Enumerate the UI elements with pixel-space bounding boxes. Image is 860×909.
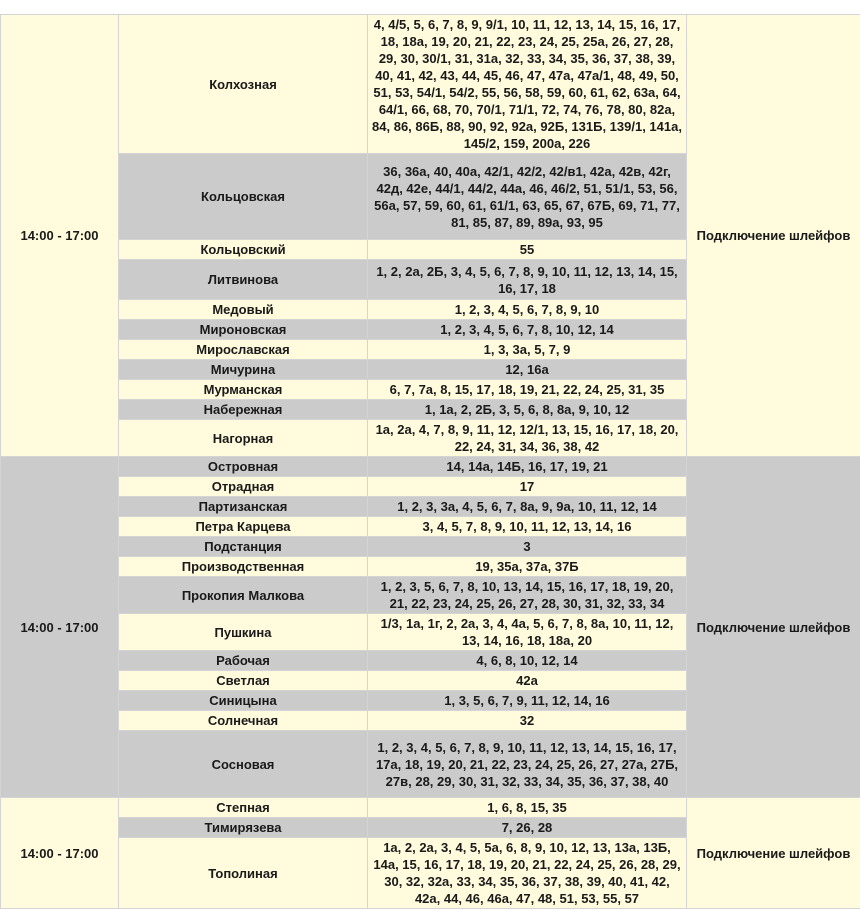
street-name-cell: Тимирязева — [119, 818, 368, 838]
house-numbers-cell: 42а — [368, 671, 687, 691]
house-numbers-cell: 1, 6, 8, 15, 35 — [368, 798, 687, 818]
house-numbers-cell: 4, 4/5, 5, 6, 7, 8, 9, 9/1, 10, 11, 12, 13, 14, 15, 16, 17, 18, 18а, 19, 20, 21, 22, 23, 24, 25, 25а, 26, 27, 28, 29, 30, 30/1, 31, 31а, 32, 33, 34, 35, 36, 37, 38, 39, 40, 41, 42, 43, 44, 45, 46, 47, 47а, 47а/1, 48, 49, 50, 51, 53, 54/1, 54/2, 55, 56, 58, 59, 60, 61, 62, 63а, 64, 64/1, 66, 68, 70, 70/1, 71/1, 72, 74, 76, 78, 80, 82а, 84, 86, 86Б, 88, 90, 92, 92а, 92Б, 131Б, 139/1, 141а, 145/2, 159, 200а, 226 — [368, 15, 687, 154]
street-name-cell: Литвинова — [119, 260, 368, 300]
house-numbers-cell: 1, 2, 3, 4, 5, 6, 7, 8, 10, 12, 14 — [368, 320, 687, 340]
street-name-cell: Прокопия Малкова — [119, 577, 368, 614]
table-row — [1, 798, 860, 818]
street-name-cell: Сосновая — [119, 731, 368, 798]
house-numbers-cell: 1, 2, 3, 4, 5, 6, 7, 8, 9, 10, 11, 12, 13, 14, 15, 16, 17, 17а, 18, 19, 20, 21, 22, 23, 24, 25, 26, 27, 27а, 27Б, 27в, 28, 29, 30, 31, 32, 33, 34, 35, 36, 37, 38, 40 — [368, 731, 687, 798]
street-name-cell: Кольцовская — [119, 154, 368, 240]
street-name-cell: Кольцовский — [119, 240, 368, 260]
street-name-cell: Мирославская — [119, 340, 368, 360]
street-name-cell: Светлая — [119, 671, 368, 691]
house-numbers-cell: 1, 2, 3, 4, 5, 6, 7, 8, 9, 10 — [368, 300, 687, 320]
house-numbers-cell: 12, 16а — [368, 360, 687, 380]
street-name-cell: Нагорная — [119, 420, 368, 457]
house-numbers-cell: 1, 3, 3а, 5, 7, 9 — [368, 340, 687, 360]
street-name-cell: Отрадная — [119, 477, 368, 497]
house-numbers-cell: 6, 7, 7а, 8, 15, 17, 18, 19, 21, 22, 24, 25, 31, 35 — [368, 380, 687, 400]
outage-schedule-table — [0, 14, 860, 909]
schedule-body — [1, 15, 860, 909]
street-name-cell: Набережная — [119, 400, 368, 420]
street-name-cell: Колхозная — [119, 15, 368, 154]
house-numbers-cell: 1а, 2, 2а, 3, 4, 5, 5а, 6, 8, 9, 10, 12, 13, 13а, 13Б, 14а, 15, 16, 17, 18, 19, 20, 21, 22, 24, 25, 26, 28, 29, 30, 32, 32а, 33, 34, 35, 36, 37, 38, 39, 40, 41, 42, 42а, 44, 46, 46а, 47, 48, 51, 53, 55, 57 — [368, 838, 687, 909]
work-type-cell: Подключение шлейфов — [687, 15, 860, 457]
street-name-cell: Мичурина — [119, 360, 368, 380]
street-name-cell: Пушкина — [119, 614, 368, 651]
street-name-cell: Медовый — [119, 300, 368, 320]
house-numbers-cell: 1, 2, 3, 3а, 4, 5, 6, 7, 8а, 9, 9а, 10, 11, 12, 14 — [368, 497, 687, 517]
house-numbers-cell: 1, 1а, 2, 2Б, 3, 5, 6, 8, 8а, 9, 10, 12 — [368, 400, 687, 420]
house-numbers-cell: 36, 36а, 40, 40а, 42/1, 42/2, 42/в1, 42а, 42в, 42г, 42д, 42е, 44/1, 44/2, 44а, 46, 46/2, 51, 51/1, 53, 56, 56а, 57, 59, 60, 61, 61/1, 63, 65, 67, 67Б, 69, 71, 77, 81, 85, 87, 89, 89а, 93, 95 — [368, 154, 687, 240]
table-row — [1, 15, 860, 154]
house-numbers-cell: 1, 2, 2а, 2Б, 3, 4, 5, 6, 7, 8, 9, 10, 11, 12, 13, 14, 15, 16, 17, 18 — [368, 260, 687, 300]
house-numbers-cell: 3 — [368, 537, 687, 557]
street-name-cell: Производственная — [119, 557, 368, 577]
house-numbers-cell: 1/3, 1а, 1г, 2, 2а, 3, 4, 4а, 5, 6, 7, 8, 8а, 10, 11, 12, 13, 14, 16, 18, 18а, 20 — [368, 614, 687, 651]
street-name-cell: Синицына — [119, 691, 368, 711]
house-numbers-cell: 17 — [368, 477, 687, 497]
street-name-cell: Партизанская — [119, 497, 368, 517]
street-name-cell: Петра Карцева — [119, 517, 368, 537]
house-numbers-cell: 7, 26, 28 — [368, 818, 687, 838]
street-name-cell: Тополиная — [119, 838, 368, 909]
house-numbers-cell: 1а, 2а, 4, 7, 8, 9, 11, 12, 12/1, 13, 15, 16, 17, 18, 20, 22, 24, 31, 34, 36, 38, 42 — [368, 420, 687, 457]
house-numbers-cell: 1, 3, 5, 6, 7, 9, 11, 12, 14, 16 — [368, 691, 687, 711]
house-numbers-cell: 1, 2, 3, 5, 6, 7, 8, 10, 13, 14, 15, 16, 17, 18, 19, 20, 21, 22, 23, 24, 25, 26, 27, 28, 30, 31, 32, 33, 34 — [368, 577, 687, 614]
house-numbers-cell: 14, 14а, 14Б, 16, 17, 19, 21 — [368, 457, 687, 477]
time-window-cell: 14:00 - 17:00 — [1, 457, 119, 798]
house-numbers-cell: 4, 6, 8, 10, 12, 14 — [368, 651, 687, 671]
time-window-cell: 14:00 - 17:00 — [1, 15, 119, 457]
house-numbers-cell: 55 — [368, 240, 687, 260]
work-type-cell: Подключение шлейфов — [687, 457, 860, 798]
house-numbers-cell: 3, 4, 5, 7, 8, 9, 10, 11, 12, 13, 14, 16 — [368, 517, 687, 537]
street-name-cell: Островная — [119, 457, 368, 477]
table-row — [1, 457, 860, 477]
street-name-cell: Мироновская — [119, 320, 368, 340]
house-numbers-cell: 19, 35а, 37а, 37Б — [368, 557, 687, 577]
street-name-cell: Подстанция — [119, 537, 368, 557]
house-numbers-cell: 32 — [368, 711, 687, 731]
street-name-cell: Мурманская — [119, 380, 368, 400]
street-name-cell: Степная — [119, 798, 368, 818]
street-name-cell: Солнечная — [119, 711, 368, 731]
work-type-cell: Подключение шлейфов — [687, 798, 860, 909]
time-window-cell: 14:00 - 17:00 — [1, 798, 119, 909]
street-name-cell: Рабочая — [119, 651, 368, 671]
